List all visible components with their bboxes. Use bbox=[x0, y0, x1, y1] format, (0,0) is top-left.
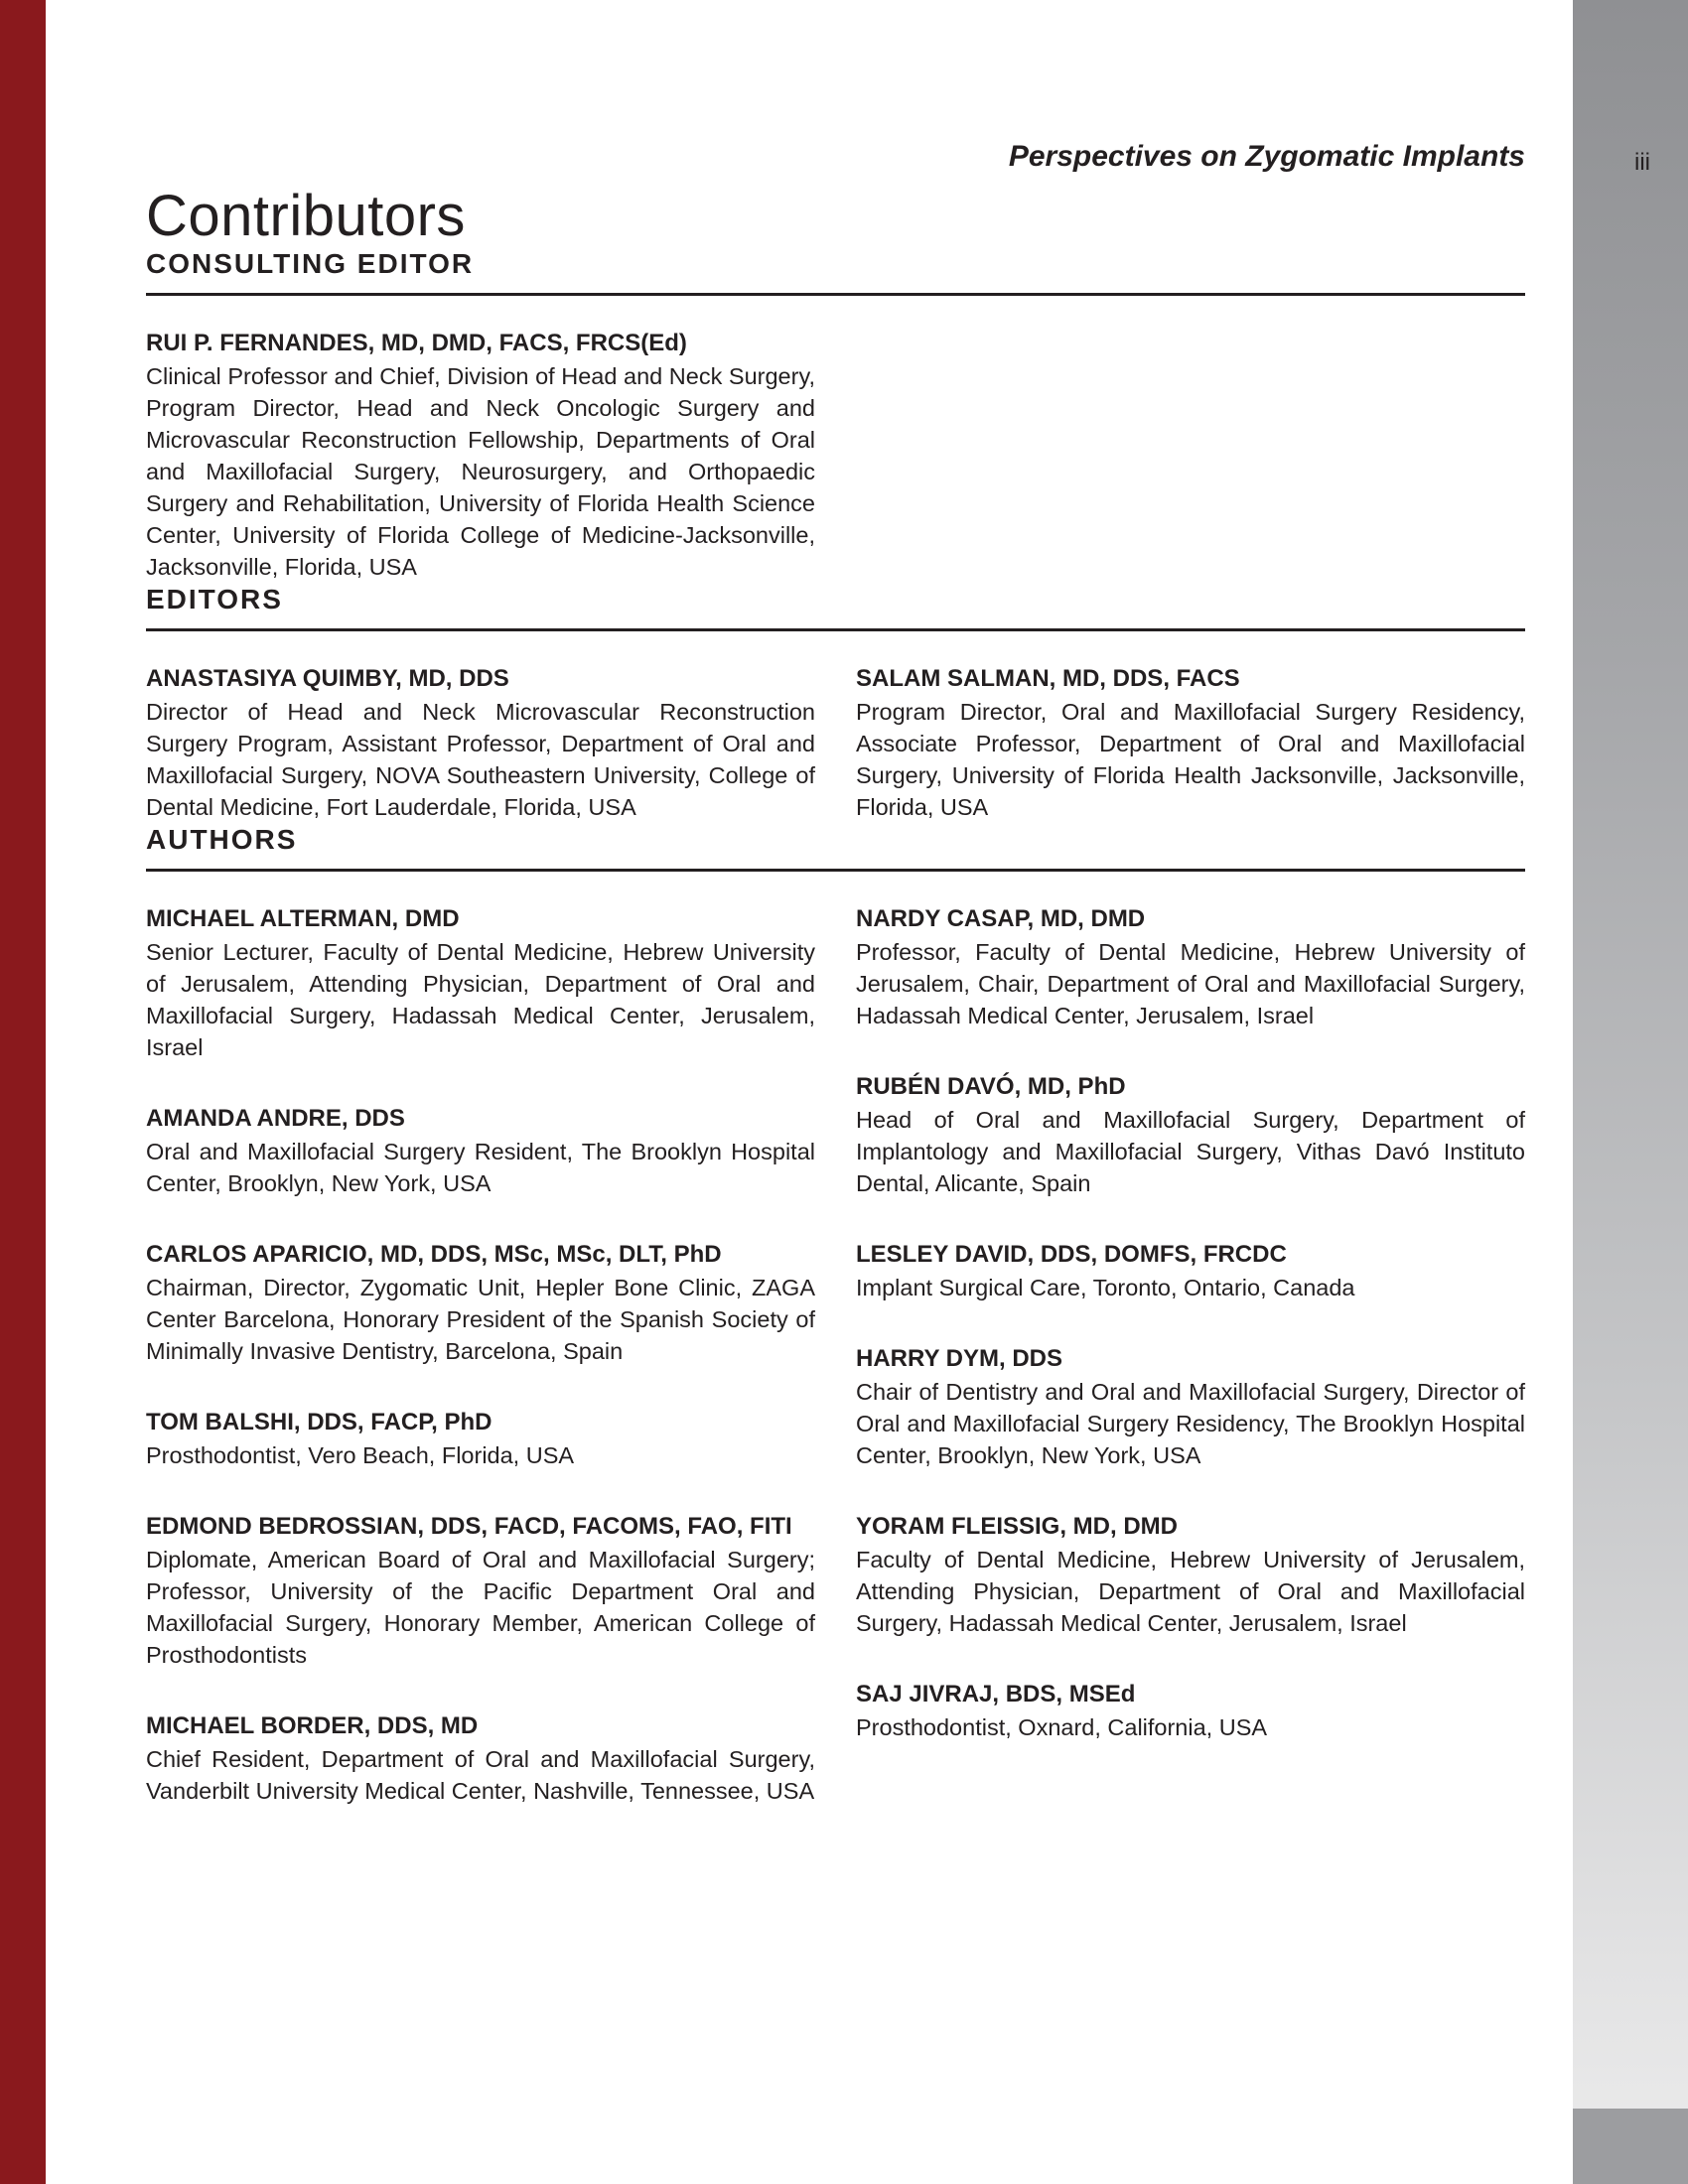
page-title: Contributors bbox=[146, 184, 466, 248]
editors-column-left bbox=[146, 663, 815, 823]
section-editors bbox=[146, 583, 1525, 823]
contributor-affiliation: Director of Head and Neck Microvascular Reconstruction Surgery Program, Assistant Professor, Department of Oral and Maxillofacial Surgery, NOVA Southeastern University, College of Dental Medicine, Fort Lauderdale, Florida, USA bbox=[146, 699, 815, 820]
contributor-name: RUBÉN DAVÓ, MD, PhD bbox=[856, 1073, 1126, 1100]
contributor-affiliation: Implant Surgical Care, Toronto, Ontario, Canada bbox=[856, 1275, 1355, 1300]
contributor-name: LESLEY DAVID, DDS, DOMFS, FRCDC bbox=[856, 1241, 1287, 1268]
contributor-name: YORAM FLEISSIG, MD, DMD bbox=[856, 1513, 1178, 1540]
contributor-entry bbox=[146, 663, 815, 823]
section-authors bbox=[146, 823, 1525, 1807]
contributor-entry bbox=[856, 1071, 1525, 1199]
contributor-affiliation: Chief Resident, Department of Oral and Maxillofacial Surgery, Vanderbilt University Medical Center, Nashville, Tennessee, USA bbox=[146, 1746, 815, 1804]
authors-column-left bbox=[146, 903, 815, 1807]
consulting-editor-entries bbox=[146, 328, 1525, 583]
running-head: Perspectives on Zygomatic Implants bbox=[1008, 140, 1525, 173]
contributor-affiliation: Chairman, Director, Zygomatic Unit, Hepler Bone Clinic, ZAGA Center Barcelona, Honorary President of the Spanish Society of Minimally Invasive Dentistry, Barcelona, Spain bbox=[146, 1275, 815, 1364]
contributor-name: CARLOS APARICIO, MD, DDS, MSc, MSc, DLT, PhD bbox=[146, 1241, 722, 1268]
contributor-affiliation: Oral and Maxillofacial Surgery Resident, The Brooklyn Hospital Center, Brooklyn, New York, USA bbox=[146, 1139, 815, 1196]
contributor-affiliation: Senior Lecturer, Faculty of Dental Medicine, Hebrew University of Jerusalem, Attending Physician, Department of Oral and Maxillofacial Surgery, Hadassah Medical Center, Jerusalem, Israel bbox=[146, 939, 815, 1060]
contributor-entry bbox=[146, 1103, 815, 1199]
contributor-affiliation: Program Director, Oral and Maxillofacial Surgery Residency, Associate Professor, Department of Oral and Maxillofacial Surgery, University of Florida Health Jacksonville, Jacksonville, Florida, USA bbox=[856, 699, 1525, 820]
contributor-entry bbox=[146, 1710, 815, 1807]
consulting-editor-heading: CONSULTING EDITOR bbox=[146, 247, 1525, 296]
editors-column-right bbox=[856, 663, 1525, 823]
editors-heading: EDITORS bbox=[146, 583, 1525, 631]
contributor-entry bbox=[146, 1239, 815, 1367]
contributor-name: HARRY DYM, DDS bbox=[856, 1345, 1063, 1372]
authors-heading: AUTHORS bbox=[146, 823, 1525, 872]
authors-columns bbox=[146, 903, 1525, 1807]
accent-bar-left bbox=[0, 0, 46, 2184]
contributor-name: EDMOND BEDROSSIAN, DDS, FACD, FACOMS, FAO, FITI bbox=[146, 1513, 792, 1540]
authors-column-right bbox=[856, 903, 1525, 1807]
contributor-affiliation: Clinical Professor and Chief, Division of Head and Neck Surgery, Program Director, Head and Neck Oncologic Surgery and Microvascular Reconstruction Fellowship, Departments of Oral and Maxillofacial Surgery, Neurosurgery, and Orthopaedic Surgery and Rehabilitation, University of Florida Health Science Center, University of Florida College of Medicine-Jacksonville, Jacksonville, Florida, USA bbox=[146, 363, 815, 580]
page-content bbox=[146, 0, 1525, 1807]
page-number: iii bbox=[1634, 149, 1650, 176]
contributor-affiliation: Faculty of Dental Medicine, Hebrew University of Jerusalem, Attending Physician, Department of Oral and Maxillofacial Surgery, Hadassah Medical Center, Jerusalem, Israel bbox=[856, 1547, 1525, 1636]
contributor-entry bbox=[146, 328, 815, 583]
contributor-entry bbox=[856, 1511, 1525, 1639]
side-strip-right bbox=[1573, 0, 1688, 2184]
editors-columns bbox=[146, 663, 1525, 823]
contributor-affiliation: Diplomate, American Board of Oral and Maxillofacial Surgery; Professor, University of the Pacific Department Oral and Maxillofacial Surgery, Honorary Member, American College of Prosthodontists bbox=[146, 1547, 815, 1668]
section-consulting-editor bbox=[146, 247, 1525, 583]
contributor-entry bbox=[856, 1343, 1525, 1471]
contributor-entry bbox=[856, 663, 1525, 823]
contributor-name: NARDY CASAP, MD, DMD bbox=[856, 905, 1146, 932]
contributor-entry bbox=[146, 1407, 815, 1471]
contributor-affiliation: Head of Oral and Maxillofacial Surgery, Department of Implantology and Maxillofacial Surgery, Vithas Davó Instituto Dental, Alicante, Spain bbox=[856, 1107, 1525, 1196]
contributor-name: MICHAEL BORDER, DDS, MD bbox=[146, 1712, 479, 1739]
contributor-affiliation: Professor, Faculty of Dental Medicine, Hebrew University of Jerusalem, Chair, Department of Oral and Maxillofacial Surgery, Hadassah Medical Center, Jerusalem, Israel bbox=[856, 939, 1525, 1028]
contributor-entry bbox=[856, 1239, 1525, 1303]
contributor-affiliation: Prosthodontist, Vero Beach, Florida, USA bbox=[146, 1442, 575, 1468]
contributor-affiliation: Chair of Dentistry and Oral and Maxillofacial Surgery, Director of Oral and Maxillofacial Surgery Residency, The Brooklyn Hospital Center, Brooklyn, New York, USA bbox=[856, 1379, 1525, 1468]
contributor-name: AMANDA ANDRE, DDS bbox=[146, 1105, 405, 1132]
contributor-name: TOM BALSHI, DDS, FACP, PhD bbox=[146, 1409, 492, 1435]
contributor-name: SALAM SALMAN, MD, DDS, FACS bbox=[856, 665, 1240, 692]
contributor-entry bbox=[146, 1511, 815, 1671]
contributor-name: ANASTASIYA QUIMBY, MD, DDS bbox=[146, 665, 509, 692]
side-strip-footer-block bbox=[1573, 2109, 1688, 2184]
contributor-entry bbox=[856, 903, 1525, 1031]
contributor-entry bbox=[856, 1679, 1525, 1743]
contributor-name: MICHAEL ALTERMAN, DMD bbox=[146, 905, 460, 932]
contributor-name: RUI P. FERNANDES, MD, DMD, FACS, FRCS(Ed) bbox=[146, 330, 687, 356]
contributor-entry bbox=[146, 903, 815, 1063]
contributor-name: SAJ JIVRAJ, BDS, MSEd bbox=[856, 1681, 1136, 1707]
contributor-affiliation: Prosthodontist, Oxnard, California, USA bbox=[856, 1714, 1268, 1740]
